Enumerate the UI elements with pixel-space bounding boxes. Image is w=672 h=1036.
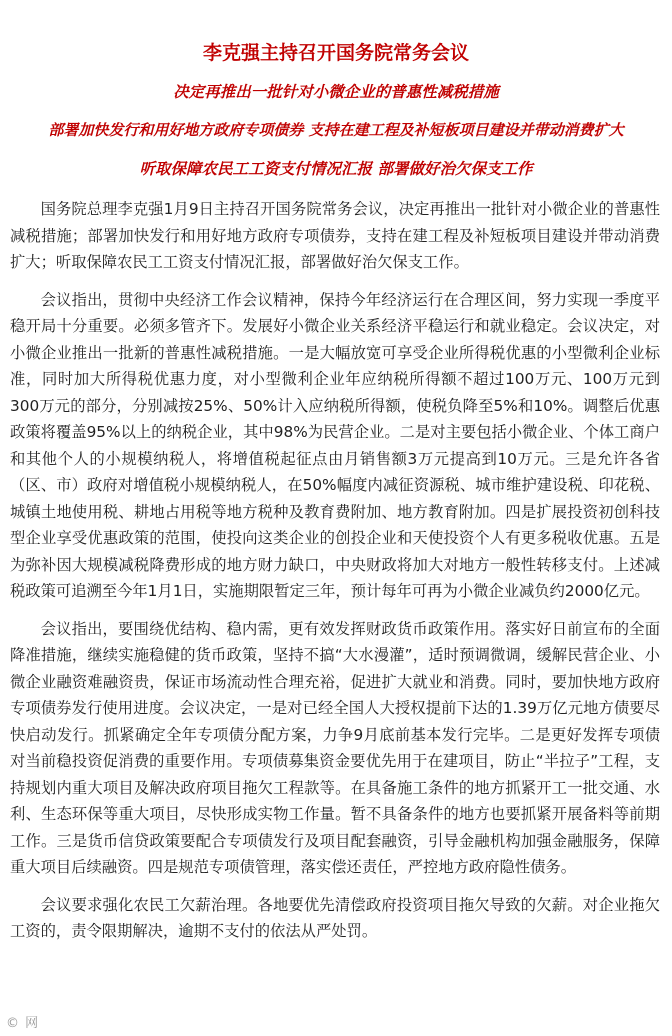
watermark-logo: © 网	[4, 1012, 41, 1031]
article-subtitle-2: 部署加快发行和用好地方政府专项债券 支持在建工程及补短板项目建设并带动消费扩大	[48, 121, 624, 139]
article-subtitle-3: 听取保障农民工工资支付情况汇报 部署做好治欠保支工作	[139, 159, 533, 178]
paragraph-4: 会议要求强化农民工欠薪治理。各地要优先清偿政府投资项目拖欠导致的欠薪。对企业拖欠工资的，责令限期解决，逾期不支付的依法从严处罚。	[10, 895, 660, 940]
article-body	[10, 196, 660, 956]
article-subtitle-1: 决定再推出一批针对小微企业的普惠性减税措施	[173, 82, 499, 101]
paragraph-1: 国务院总理李克强1月9日主持召开国务院常务会议，决定再推出一批针对小微企业的普惠性减税措施；部署加快发行和用好地方政府专项债券，支持在建工程及补短板项目建设并带动消费扩大；听取保障农民工工资支付情况汇报，部署做好治欠保支工作。	[10, 200, 660, 271]
paragraph-2: 会议指出，贯彻中央经济工作会议精神，保持今年经济运行在合理区间，努力实现一季度平稳开局十分重要。必须多管齐下。发展好小微企业关系经济平稳运行和就业稳定。会议决定，对小微企业推出一批新的普惠性减税措施。一是大幅放宽可享受企业所得税优惠的小型微利企业标准，同时加大所得税优惠力度，对小型微利企业年应纳税所得额不超过100万元、100万元到300万元的部分，分别减按25%、50%计入应纳税所得额，使税负降至5%和10%。调整后优惠政策将覆盖95%以上的纳税企业，其中98%为民营企业。二是对主要包括小微企业、个体工商户和其他个人的小规模纳税人，将增值税起征点由月销售额3万元提高到10万元。三是允许各省（区、市）政府对增值税小规模纳税人，在50%幅度内减征资源税、城市维护建设税、印花税、城镇土地使用税、耕地占用税等地方税种及教育费附加、地方教育附加。四是扩展投资初创科技型企业享受优惠政策的范围，使投向这类企业的创投企业和天使投资个人有更多税收优惠。五是为弥补因大规模减税降费形成的地方财力缺口，中央财政将加大对地方一般性转移支付。上述减税政策可追溯至今年1月1日，实施期限暂定三年，预计每年可再为小微企业减负约2000亿元。	[10, 290, 660, 600]
paragraph-3: 会议指出，要围绕优结构、稳内需，更有效发挥财政货币政策作用。落实好日前宣布的全面降准措施，继续实施稳健的货币政策，坚持不搞“大水漫灌”，适时预调微调，缓解民营企业、小微企业融资难融资贵，保证市场流动性合理充裕，促进扩大就业和消费。同时，要加快地方政府专项债券发行使用进度。会议决定，一是对已经全国人大授权提前下达的1.39万亿元地方债要尽快启动发行。抓紧确定全年专项债分配方案，力争9月底前基本发行完毕。二是更好发挥专项债对当前稳投资促消费的重要作用。专项债募集资金要优先用于在建项目，防止“半拉子”工程，支持规划内重大项目及解决政府项目拖欠工程款等。在具备施工条件的地方抓紧开工一批交通、水利、生态环保等重大项目，尽快形成实物工作量。暂不具备条件的地方也要抓紧开展备料等前期工作。三是货币信贷政策要配合专项债发行及项目配套融资，引导金融机构加强金融服务，保障重大项目后续融资。四是规范专项债管理，落实偿还责任，严控地方政府隐性债务。	[10, 619, 660, 876]
article-title: 李克强主持召开国务院常务会议	[202, 42, 469, 64]
